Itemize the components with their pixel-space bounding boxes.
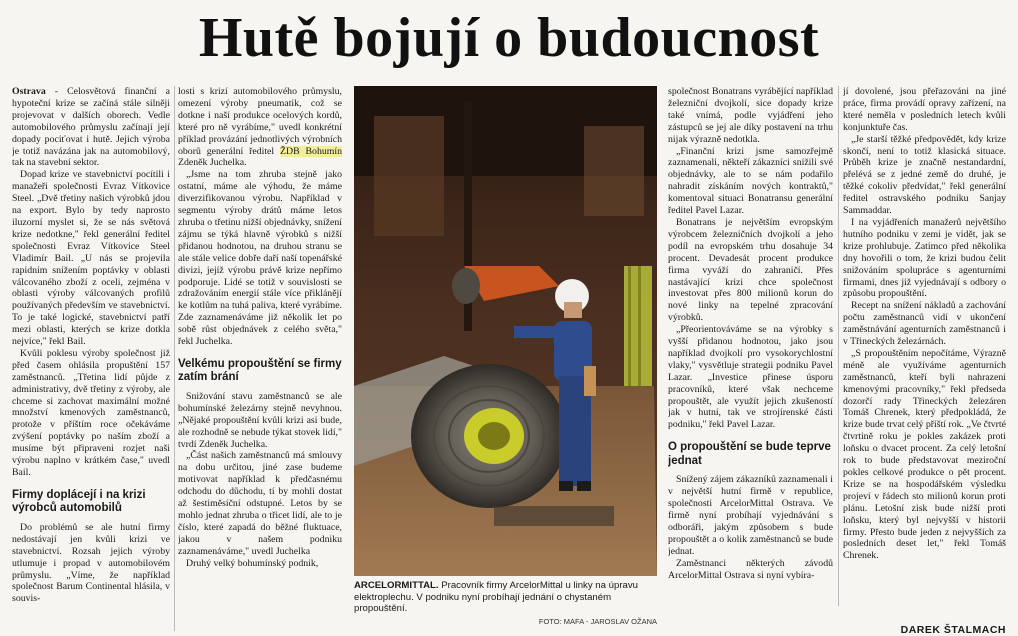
paragraph: jí dovolené, jsou přeřazováni na jiné práce, firma provádí opravy zařízení, na které neměla v posledních letech kvůli konjunktuře čas. — [843, 86, 1006, 133]
column-divider — [838, 86, 839, 606]
paragraph: „S propouštěním nepočítáme, Výrazně méně ale využíváme agenturních zaměstnanců, kteří byli nahrazeni kmenovými pracovníky," řekl předseda dozorčí rady Třineckých železáren Tomáš Chrenek, který předpokládá, že krize bude trvat celý příští rok. „Ve čtvrté čtvrtině roku je pokles zakázek proti loňsku o dvacet procent. Za celý letošní rok to bude představovat meziroční pokles celkové produkce o pět procent. Krize se na hospodářském výsledku projeví v řádech sto milionů korun proti plánu. Letošní zisk bude nižší proti loňsku, který byl nejvyšší v historii firmy. Přesto bude jeden z nejvyšších za posledních deset let," řekl Tomáš Chrenek. — [843, 347, 1006, 562]
article-column-4 — [843, 86, 1006, 620]
photo-caption — [354, 580, 657, 627]
paragraph: Druhý velký bohumínský podnik, — [186, 557, 319, 569]
paragraph: I na vyjádřeních manažerů největšího hutního podniku v zemi je vidět, jak se krize prohlubuje. Zatímco před několika dny hovořili o tom, že krizi budou čelit snižováním spolupráce s agenturními firmami, dnes již vyjednávají s odbory o způsobu propouštění. — [843, 216, 1006, 300]
article-headline: Hutě bojují o budoucnost — [198, 7, 820, 69]
paragraph-text: Zdeněk Juchelka. — [178, 157, 247, 169]
paragraph: Snížený zájem zákazníků zaznamenali i v největší hutní firmě v republice, společnosti ArcelorMittal Ostrava. Ve firmě nyní probíhají vyjednávání s odboráři, jakým způsobem s bude propouštět a o kolik zaměstnanců se bude jednat. — [668, 474, 833, 557]
paragraph: Dopad krize ve stavebnictví pocítili i manažeři společnosti Evraz Vítkovice Steel. „Dvě třetiny našich výrobků jdou na export. Bylo by tedy naprosto iluzorní myslet si, že se nás světová krize nedotkne," řekl generální ředitel společnosti Evraz Vítkovice Steel Vladimír Bail. „U nás se projevila rapidním snížením poptávky v oblasti válcovaného zboží z oceli, zejména v oblasti výroby válcovaných profilů používaných především ve stavebnictví. To je také logické, stavebnictví patří mezi oblasti, kterých se krize dotkla nejvíce," řekl Bail. — [12, 169, 170, 348]
paragraph: Snižování stavu zaměstnanců se ale bohumínské železárny stejně nevyhnou. „Nějaké propouštění kvůli krizi asi bude, ale rozhodně se nebude týkat stovek lidí," tvrdí Zdeněk Juchelka. — [178, 390, 342, 450]
article-column-2 — [178, 86, 342, 634]
paragraph-text: losti s krizí automobilového průmyslu, omezení výroby pneumatik, což se dotkne i naší produkce ocelových kordů, které pro ně vyrábíme," uvedl konkrétní příklad provázání jednotlivých výrobních oborů generální ředitel — [178, 86, 342, 157]
photo-credit: FOTO: MAFA - JAROSLAV OŽANA — [538, 616, 657, 626]
subheading: O propouštění se bude teprve jednat — [668, 441, 831, 467]
paragraph: „Přeorientováváme se na výrobky s vyšší přidanou hodnotou, jako jsou například dvojkolí pro vysokorychlostní vlaky," vysvětluje strategii podniku Pavel Lazar. „Investice přinese úsporu pracovníků, které však nechceme propouštět, ale využít jejich zkušeností jak v hutní, tak ve strojírenské části podniku," řekl Pavel Lazar. — [668, 324, 833, 431]
article-column-1 — [12, 86, 170, 634]
column-divider — [174, 86, 175, 631]
caption-text: Pracovník firmy ArcelorMittal u linky na úpravu elektroplechu. V podniku nyní probíhají jednání o chystaném propouštění. — [354, 580, 638, 615]
steel-coil-worker-photo — [354, 86, 657, 576]
paragraph: „Jsme na tom zhruba stejně jako ostatní, máme ale výhodu, že máme diverzifikovanou výrobu. Například v segmentu výroby drátů máme letos zhruba o třetinu nižší objednávky, snížení zájmu se týká hlavně výrobků s nižší přidanou hodnotou, na druhou stranu se ale stále velice dobře daří naší topenářské divizi, jejíž výrobu právě krize nepřímo podporuje. Lidé se totiž v souvislosti se zdražováním energií stále více přiklánějí ke kotlům na tuhá paliva, které vyrábíme. Zde zaznamenáváme již několik let po sobě růst objednávek z celého světa," řekl Juchelka. — [178, 169, 342, 348]
paragraph: Recept na snížení nákladů a zachování počtu zaměstnanců vidí v ukončení zaměstnávání agenturních zaměstnanců i v Třineckých železárnách. — [843, 300, 1006, 348]
photo-illustration — [354, 86, 657, 576]
paragraph-text: - Celosvětová finanční a hypoteční krize se začíná stále silněji projevovat v dalších oborech. Vedle automobilového průmyslu začínají její dopady pociťovat i hutě. Jejich výroba je totiž navázána jak na automobilový, tak na stavební sektor. — [12, 86, 170, 169]
paragraph: „Je starší těžké předpovědět, kdy krize skončí, není to totiž klasická situace. Průběh krize je značně nestandardní, přelévá se z jedné země do druhé, je těžké cokoliv předvídat," řekl generální ředitel ostravského podniku Sanjay Sammaddar. — [843, 133, 1006, 217]
paragraph: společnost Bonatrans vyrábějící například železniční dvojkolí, sice dopady krize také vnímá, podle vyjádření jeho zástupců se jej ale díky postavení na trhu nijak výrazně nedotkla. — [668, 86, 833, 145]
paragraph: Kvůli poklesu výroby společnost již před časem ohlásila propuštění 157 zaměstnanců. „Třetina lidí půjde z administrativy, dvě třetiny z výroby, ale chceme si zachovat maximální možné množství kmenových zaměstnanců, protože v příštím roce očekáváme zvýšení poptávky po naším zboží a musíme být připraveni rozjet naši výrobu naplno v krátkém čase," uvedl Bail. — [12, 347, 170, 478]
subheading: Firmy doplácejí i na krizi výrobců automobilů — [12, 488, 146, 515]
highlighted-text: ŽDB Bohumín — [280, 145, 342, 157]
paragraph — [12, 86, 170, 169]
paragraph: „Finanční krizi jsme samozřejmě zaznamenali, někteří zákazníci snížili své objednávky, ale to se nám podařilo nahradit získáním nových kontraktů," komentoval situaci Bonatransu generální ředitel Pavel Lazar. — [668, 145, 833, 217]
author-byline: DAREK ŠTALMACH — [900, 624, 1006, 636]
paragraph: Zaměstnanci některých závodů ArcelorMittal Ostrava si nyní vybíra- — [668, 557, 833, 581]
paragraph: Do problémů se ale hutní firmy nedostávají jen kvůli krizi ve stavebnictví. Rozsah jejich výroby utlumuje i propad v automobilovém průmyslu. „Víme, že například společnost Barum Continental hlásila, v souvis- — [12, 521, 170, 605]
paragraph: Bonatrans je největším evropským výrobcem železničních dvojkolí a jeho podíl na evropském trhu dosahuje 34 procent. Devadesát procent produkce firma vyváží do zahraničí. Přes nastávající krizi chce společnost investovat přes 800 milionů korun do nové linky na tepelné zpracování výrobků. — [668, 216, 833, 324]
caption-lead: ARCELORMITTAL. — [354, 580, 439, 591]
dateline: Ostrava — [12, 86, 46, 97]
paragraph: „Část našich zaměstnanců má smlouvy na dobu určitou, jiné zase budeme motivovat například k předčasnému odchodu do důchodu, tí by mohli dostat až šestiměsíční odstupné. Letos by se mohlo jednat zhruba o třicet lidí, ale to je číslo, které zapadá do běžné fluktuace, jakou v našem podniku zaznamenáváme," uvedl Juchelka — [178, 450, 342, 557]
subheading: Velkému propouštění se firmy zatím brání — [178, 357, 342, 384]
paragraph — [178, 86, 342, 169]
article-column-3 — [668, 86, 833, 634]
